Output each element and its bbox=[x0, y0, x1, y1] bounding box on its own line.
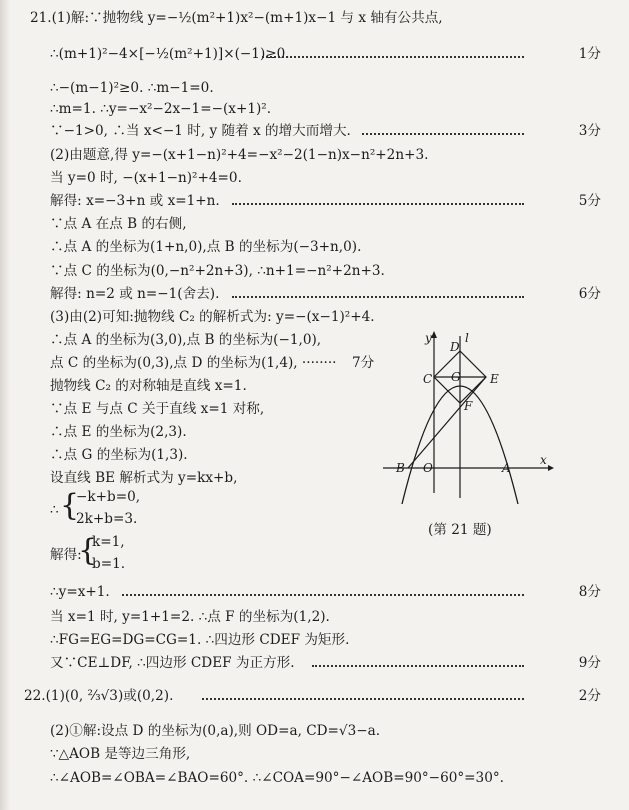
left-brace: { bbox=[78, 533, 98, 568]
q21-line: ∵点 C 的坐标为(0,−n²+2n+3), ∴n+1=−n²+2n+3. bbox=[50, 263, 385, 279]
q21-part2-line: (2)由题意,得 y=−(x+1−n)²+4=−x²−2(1−n)x−n²+2n+3. bbox=[50, 147, 429, 163]
score-5: 5分 bbox=[578, 193, 601, 209]
q21-line: ∵−1>0, ∴当 x<−1 时, y 随着 x 的增大而增大. 3分 bbox=[0, 119, 629, 143]
dotted-leader bbox=[122, 580, 524, 596]
score-9: 9分 bbox=[578, 655, 601, 671]
label-g: G bbox=[451, 370, 461, 384]
left-brace: { bbox=[60, 488, 80, 523]
system1-eq2: 2k+b=3. bbox=[76, 511, 138, 527]
label-x: x bbox=[540, 453, 547, 467]
figure-caption: (第 21 题) bbox=[428, 522, 492, 538]
q21-line: ∴FG=EG=DG=CG=1. ∴四边形 CDEF 为矩形. bbox=[50, 632, 350, 648]
q21-line: ∵点 A 在点 B 的右侧, bbox=[50, 216, 187, 232]
q21-line: ∵点 E 与点 C 关于直线 x=1 对称, bbox=[50, 401, 265, 417]
q22-part1-line: 22.(1)(0, ⅔√3)或(0,2). 2分 bbox=[0, 684, 629, 708]
y-axis-arrow-icon bbox=[431, 331, 437, 338]
score-6: 6分 bbox=[578, 286, 601, 302]
label-d: D bbox=[450, 340, 460, 354]
q21-line: 又∵CE⊥DF, ∴四边形 CDEF 为正方形. 9分 bbox=[0, 651, 629, 675]
q21-line: 解得: x=−3+n 或 x=1+n. 5分 bbox=[0, 189, 629, 213]
q21-line: 点 C 的坐标为(0,3),点 D 的坐标为(1,4), ········ 7分 bbox=[0, 351, 629, 375]
q21-line: 当 y=0 时, −(x+1−n)²+4=0. bbox=[50, 170, 242, 186]
label-o: O bbox=[423, 461, 433, 475]
label-l: l bbox=[465, 331, 469, 345]
dotted-leader bbox=[232, 282, 524, 298]
dotted-leader bbox=[262, 42, 524, 58]
q21-line: 设直线 BE 解析式为 y=kx+b, bbox=[50, 470, 238, 486]
q21-line: ∴y=x+1. 8分 bbox=[0, 580, 629, 604]
score-7: 7分 bbox=[352, 355, 375, 371]
q21-line: ∴点 A 的坐标为(3,0),点 B 的坐标为(−1,0), bbox=[50, 332, 322, 348]
label-a: A bbox=[502, 461, 511, 475]
label-b: B bbox=[396, 461, 405, 475]
system1-eq1: −k+b=0, bbox=[76, 489, 141, 505]
q22-part2-line: (2)①解:设点 D 的坐标为(0,a),则 OD=a, CD=√3−a. bbox=[50, 723, 381, 739]
q21-line: ∴m=1. ∴y=−x²−2x−1=−(x+1)². bbox=[50, 101, 272, 117]
x-axis-arrow-icon bbox=[548, 465, 554, 471]
solve-label: 解得: bbox=[50, 547, 82, 563]
therefore-symbol: ∴ bbox=[50, 502, 59, 518]
q21-part1-intro: 21.(1)解:∵抛物线 y=−½(m²+1)x²−(m+1)x−1 与 x 轴有公共点, bbox=[30, 10, 443, 26]
score-1: 1分 bbox=[578, 46, 601, 62]
label-y: y bbox=[425, 331, 432, 345]
system2-eq1: k=1, bbox=[92, 534, 125, 550]
dotted-leader bbox=[312, 651, 524, 667]
system2-eq2: b=1. bbox=[92, 556, 126, 572]
label-c: C bbox=[423, 372, 433, 386]
q21-line: 当 x=1 时, y=1+1=2. ∴点 F 的坐标为(1,2). bbox=[50, 609, 330, 625]
q21-line: ∴点 G 的坐标为(1,3). bbox=[50, 447, 188, 463]
score-3: 3分 bbox=[578, 123, 601, 139]
dotted-leader bbox=[362, 119, 524, 135]
parabola-figure bbox=[378, 328, 558, 504]
label-f: F bbox=[464, 399, 473, 413]
q21-part3-line: (3)由(2)可知:抛物线 C₂ 的解析式为: y=−(x−1)²+4. bbox=[50, 309, 375, 325]
score-8: 8分 bbox=[578, 584, 601, 600]
label-e: E bbox=[490, 372, 499, 386]
q21-discriminant-line: ∴(m+1)²−4×[−½(m²+1)]×(−1)≥0. 1分 bbox=[0, 42, 629, 66]
q22-line: ∴∠AOB=∠OBA=∠BAO=60°. ∴∠COA=90°−∠AOB=90°−60°=30°. bbox=[50, 770, 504, 786]
q21-line: 解得: n=2 或 n=−1(舍去). 6分 bbox=[0, 282, 629, 306]
q21-line: ∴点 A 的坐标为(1+n,0),点 B 的坐标为(−3+n,0). bbox=[50, 239, 362, 255]
dotted-leader bbox=[232, 189, 524, 205]
score-2: 2分 bbox=[578, 688, 601, 704]
q22-line: ∵△AOB 是等边三角形, bbox=[50, 746, 191, 762]
q21-line: ∴−(m−1)²≥0. ∴m−1=0. bbox=[50, 80, 214, 96]
q21-line: 抛物线 C₂ 的对称轴是直线 x=1. bbox=[50, 378, 247, 394]
dotted-leader bbox=[202, 684, 524, 700]
q21-line: ∴点 E 的坐标为(2,3). bbox=[50, 424, 187, 440]
